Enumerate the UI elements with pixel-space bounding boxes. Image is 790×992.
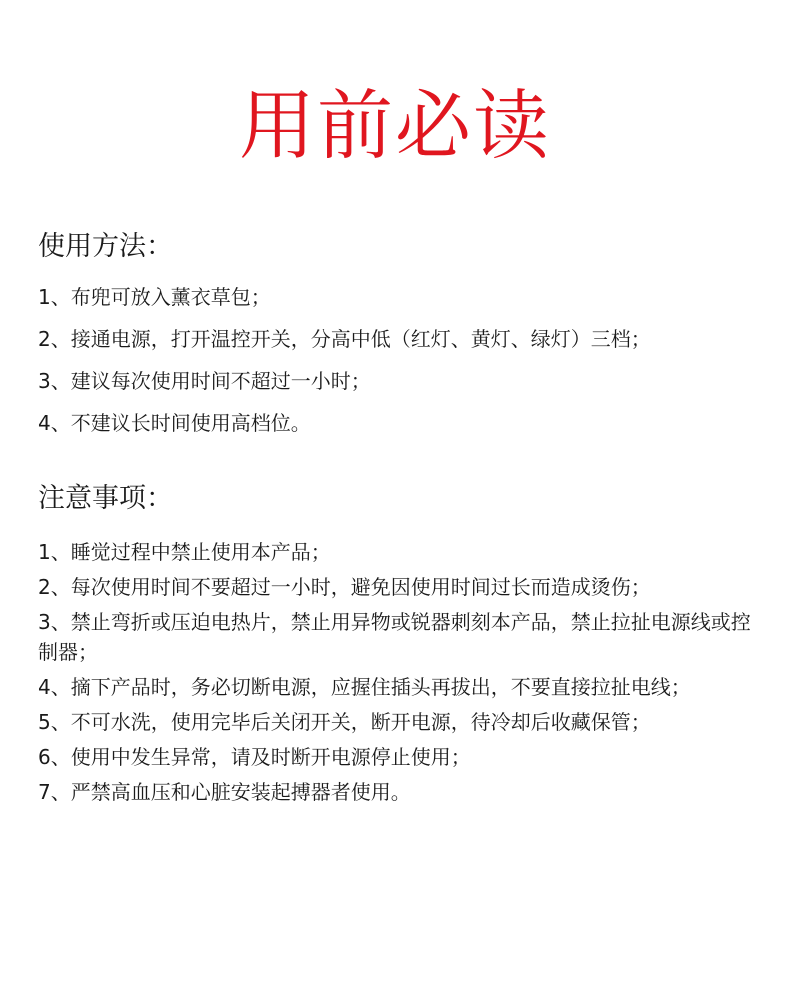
- list-item: 1、布兜可放入薰衣草包；: [38, 285, 271, 309]
- list-item: 4、不建议长时间使用高档位。: [38, 411, 311, 435]
- list-item: 2、接通电源，打开温控开关，分高中低（红灯、黄灯、绿灯）三档；: [38, 327, 651, 351]
- notes-heading: 注意事项：: [38, 483, 173, 514]
- usage-heading: 使用方法：: [38, 231, 173, 262]
- list-item: 6、使用中发生异常，请及时断开电源停止使用；: [38, 745, 471, 769]
- list-item: 7、严禁高血压和心脏安装起搏器者使用。: [38, 780, 411, 804]
- list-item: 3、禁止弯折或压迫电热片，禁止用异物或锐器刺刻本产品，禁止拉扯电源线或控制器；: [38, 610, 751, 664]
- list-item: 2、每次使用时间不要超过一小时，避免因使用时间过长而造成烫伤；: [38, 575, 651, 599]
- list-item: 1、睡觉过程中禁止使用本产品；: [38, 540, 331, 564]
- list-item: 5、不可水洗，使用完毕后关闭开关，断开电源，待冷却后收藏保管；: [38, 710, 651, 734]
- usage-list: [38, 283, 758, 451]
- list-item: 3、建议每次使用时间不超过一小时；: [38, 369, 371, 393]
- list-item: 4、摘下产品时，务必切断电源，应握住插头再拔出，不要直接拉扯电线；: [38, 675, 691, 699]
- notes-list: [38, 537, 758, 812]
- page-title: 用前必读: [239, 81, 551, 170]
